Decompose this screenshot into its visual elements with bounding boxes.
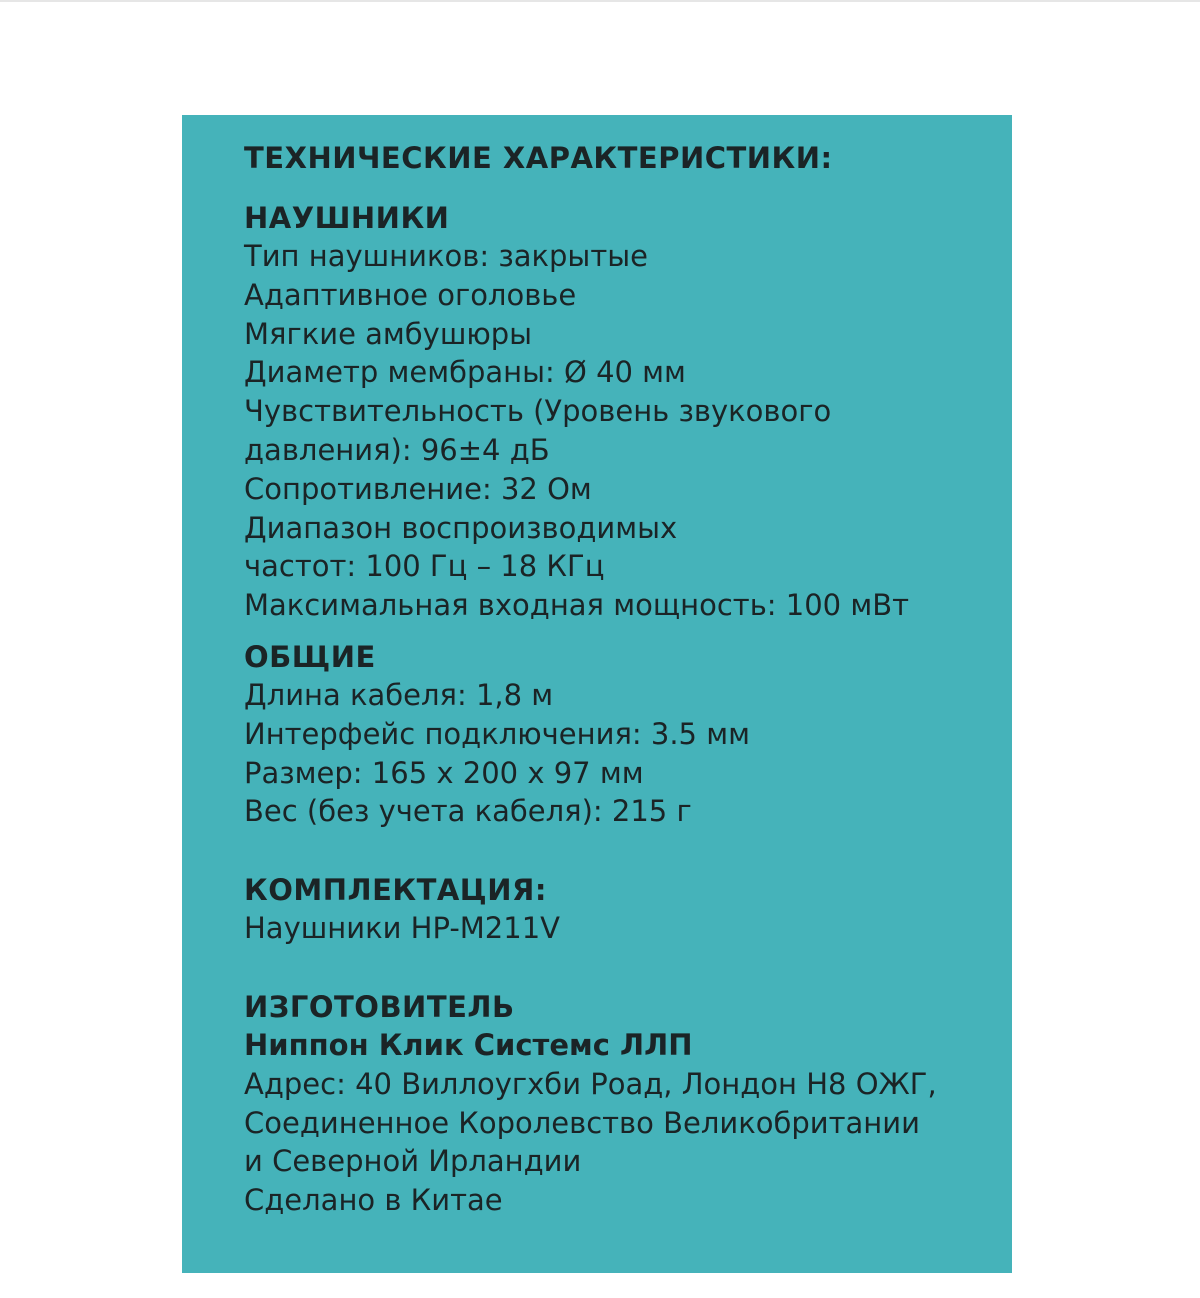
spec-line: Вес (без учета кабеля): 215 г (244, 794, 692, 829)
spec-line: и Северной Ирландии (244, 1144, 582, 1179)
spec-title: ТЕХНИЧЕСКИЕ ХАРАКТЕРИСТИКИ: (244, 141, 833, 175)
section-heading-general: ОБЩИЕ (244, 639, 376, 674)
spec-line: Длина кабеля: 1,8 м (244, 677, 554, 712)
section-general (244, 638, 992, 831)
spec-line: Мягкие амбушюры (244, 316, 533, 351)
spec-line: Размер: 165 x 200 x 97 мм (244, 755, 644, 790)
spec-line: Наушники HP-M211V (244, 911, 560, 946)
section-heading-manufacturer: ИЗГОТОВИТЕЛЬ (244, 989, 515, 1024)
spec-line: Чувствительность (Уровень звукового (244, 394, 832, 429)
section-package (244, 871, 992, 948)
spec-line: Сделано в Китае (244, 1183, 503, 1218)
section-heading-package: КОМПЛЕКТАЦИЯ: (244, 873, 547, 908)
section-headphones (244, 199, 992, 625)
spec-line: Диапазон воспроизводимых (244, 510, 678, 545)
spec-line: Сопротивление: 32 Ом (244, 471, 592, 506)
spec-line: Соединенное Королевство Великобритании (244, 1105, 920, 1140)
spec-line: Тип наушников: закрытые (244, 239, 648, 273)
spec-line: частот: 100 Гц – 18 КГц (244, 549, 605, 584)
spec-line: Адаптивное оголовье (244, 277, 577, 312)
section-manufacturer (244, 988, 992, 1220)
top-divider (0, 0, 1200, 2)
spec-line: Интерфейс подключения: 3.5 мм (244, 716, 750, 751)
section-heading-headphones: НАУШНИКИ (244, 201, 450, 235)
spec-line: давления): 96±4 дБ (244, 432, 550, 467)
manufacturer-company: Ниппон Клик Системс ЛЛП (244, 1027, 693, 1062)
spec-line: Диаметр мембраны: Ø 40 мм (244, 355, 686, 390)
spec-line: Адрес: 40 Виллоугхби Роад, Лондон Н8 ОЖГ, (244, 1066, 937, 1101)
spec-card (182, 115, 1012, 1273)
spec-line: Максимальная входная мощность: 100 мВт (244, 588, 910, 623)
